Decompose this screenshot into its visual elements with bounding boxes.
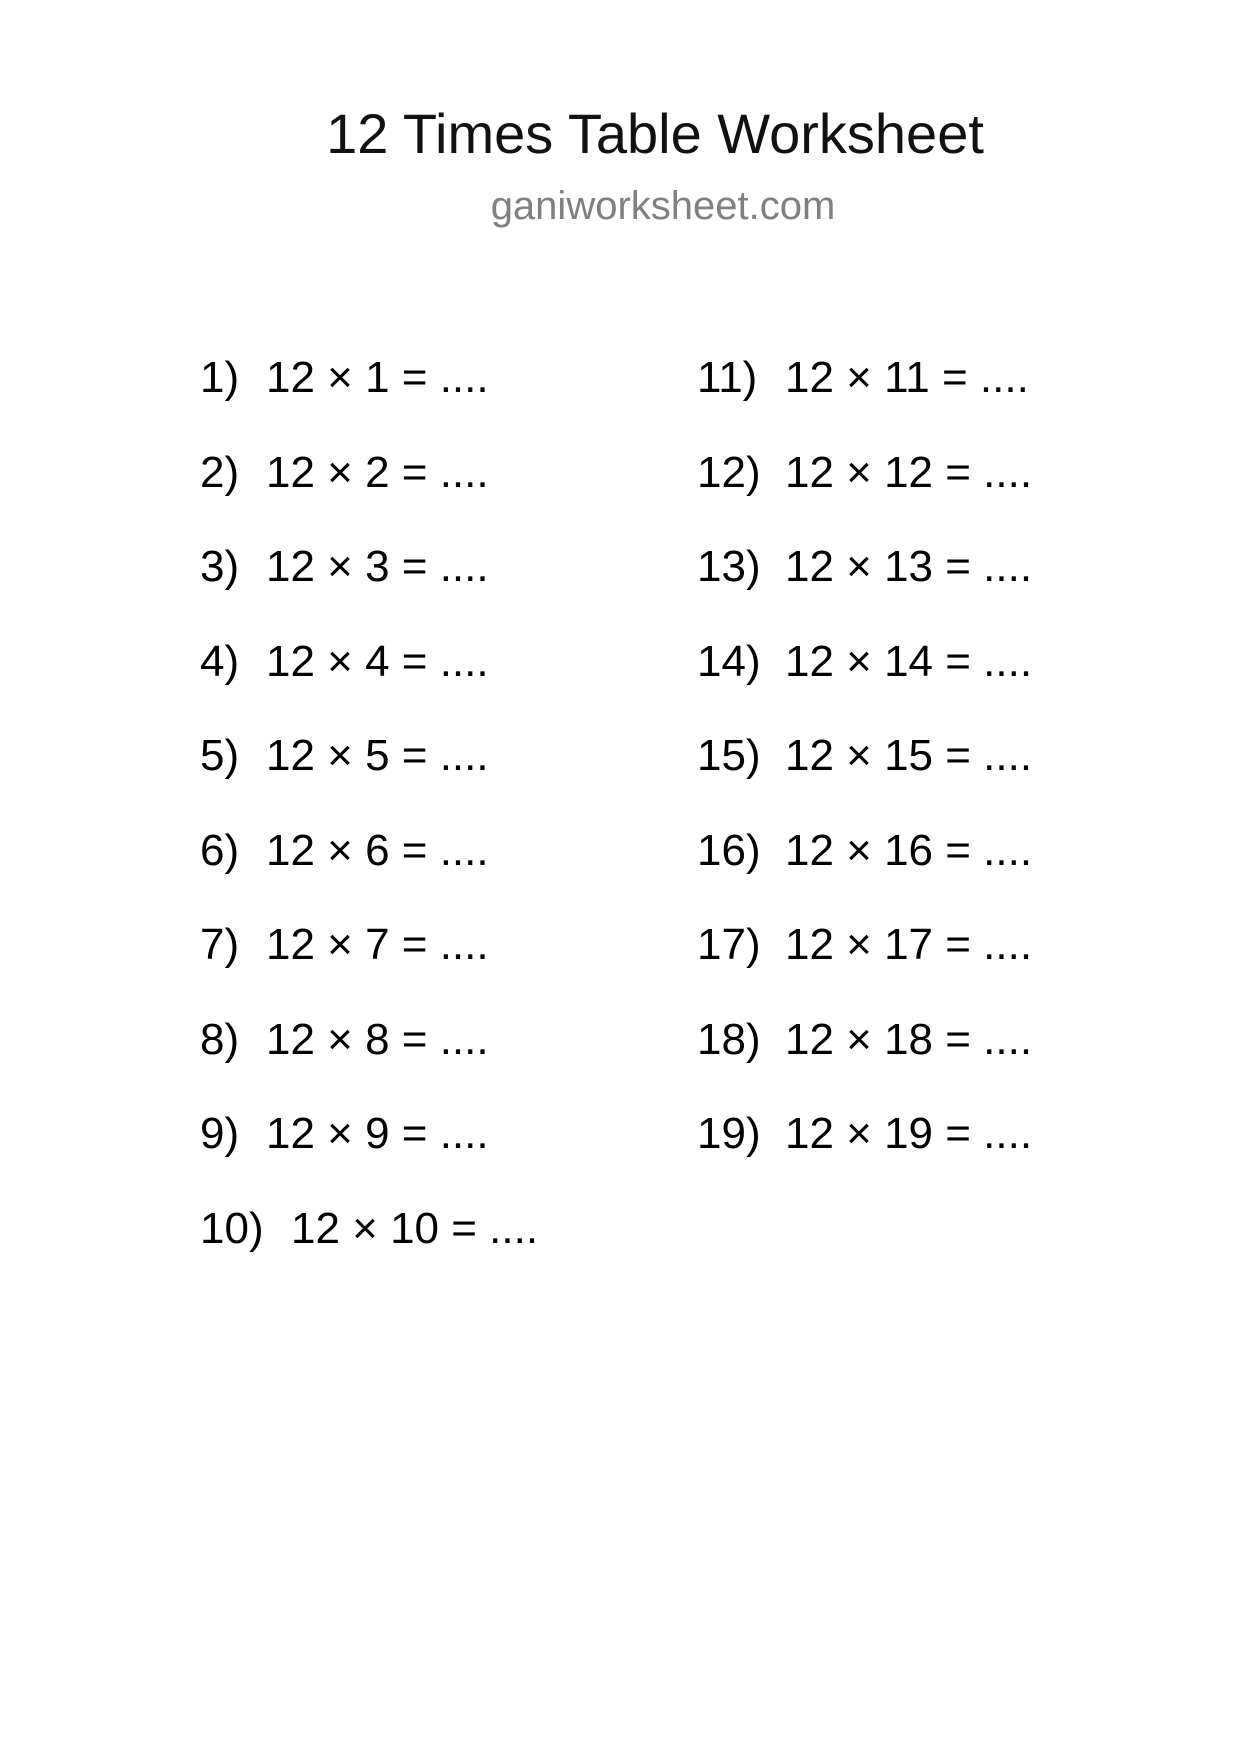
problem-number: 11) (697, 353, 758, 402)
problem-item (697, 1108, 1032, 1160)
problem-number: 13) (697, 542, 761, 591)
problem-item (200, 352, 489, 404)
problem-number: 14) (697, 637, 761, 686)
problem-number: 7) (200, 920, 240, 969)
problem-number: 5) (200, 731, 240, 780)
problem-item (200, 1108, 489, 1160)
problem-expression: 12 × 14 = .... (785, 637, 1033, 686)
problem-expression: 12 × 9 = .... (266, 1109, 489, 1158)
problem-item (200, 919, 489, 971)
problem-item (697, 1014, 1032, 1066)
problem-item (200, 636, 489, 688)
problem-expression: 12 × 1 = .... (266, 353, 489, 402)
problem-item (200, 730, 489, 782)
problem-item (200, 447, 489, 499)
problem-number: 2) (200, 448, 240, 497)
problem-number: 19) (697, 1109, 761, 1158)
problem-expression: 12 × 7 = .... (266, 920, 489, 969)
problem-expression: 12 × 13 = .... (785, 542, 1033, 591)
page-title: 12 Times Table Worksheet (326, 102, 984, 165)
problem-item (697, 919, 1032, 971)
problem-item (697, 541, 1032, 593)
problem-number: 8) (200, 1015, 240, 1064)
problem-number: 16) (697, 826, 761, 875)
problem-item (697, 447, 1032, 499)
problem-number: 17) (697, 920, 761, 969)
problem-expression: 12 × 16 = .... (785, 826, 1033, 875)
problem-item (200, 1203, 538, 1255)
problem-item (200, 825, 489, 877)
problem-number: 15) (697, 731, 761, 780)
problem-expression: 12 × 15 = .... (785, 731, 1033, 780)
page-subtitle: ganiworksheet.com (490, 184, 836, 228)
problem-expression: 12 × 3 = .... (266, 542, 489, 591)
problem-expression: 12 × 2 = .... (266, 448, 489, 497)
problem-expression: 12 × 6 = .... (266, 826, 489, 875)
problem-expression: 12 × 18 = .... (785, 1015, 1033, 1064)
problem-expression: 12 × 8 = .... (266, 1015, 489, 1064)
problem-number: 10) (200, 1204, 264, 1253)
problem-number: 1) (200, 353, 240, 402)
problem-number: 9) (200, 1109, 240, 1158)
problem-expression: 12 × 11 = .... (785, 353, 1029, 402)
problem-expression: 12 × 5 = .... (266, 731, 489, 780)
problem-item (200, 541, 489, 593)
problem-expression: 12 × 19 = .... (785, 1109, 1033, 1158)
problem-number: 12) (697, 448, 761, 497)
problem-item (200, 1014, 489, 1066)
problem-expression: 12 × 4 = .... (266, 637, 489, 686)
problem-expression: 12 × 17 = .... (785, 920, 1033, 969)
problem-expression: 12 × 10 = .... (291, 1204, 539, 1253)
problem-item (697, 730, 1032, 782)
problem-number: 6) (200, 826, 240, 875)
problem-number: 4) (200, 637, 240, 686)
problem-item (697, 825, 1032, 877)
problem-expression: 12 × 12 = .... (785, 448, 1033, 497)
problem-item (697, 352, 1029, 404)
problem-number: 18) (697, 1015, 761, 1064)
problem-item (697, 636, 1032, 688)
problem-number: 3) (200, 542, 240, 591)
